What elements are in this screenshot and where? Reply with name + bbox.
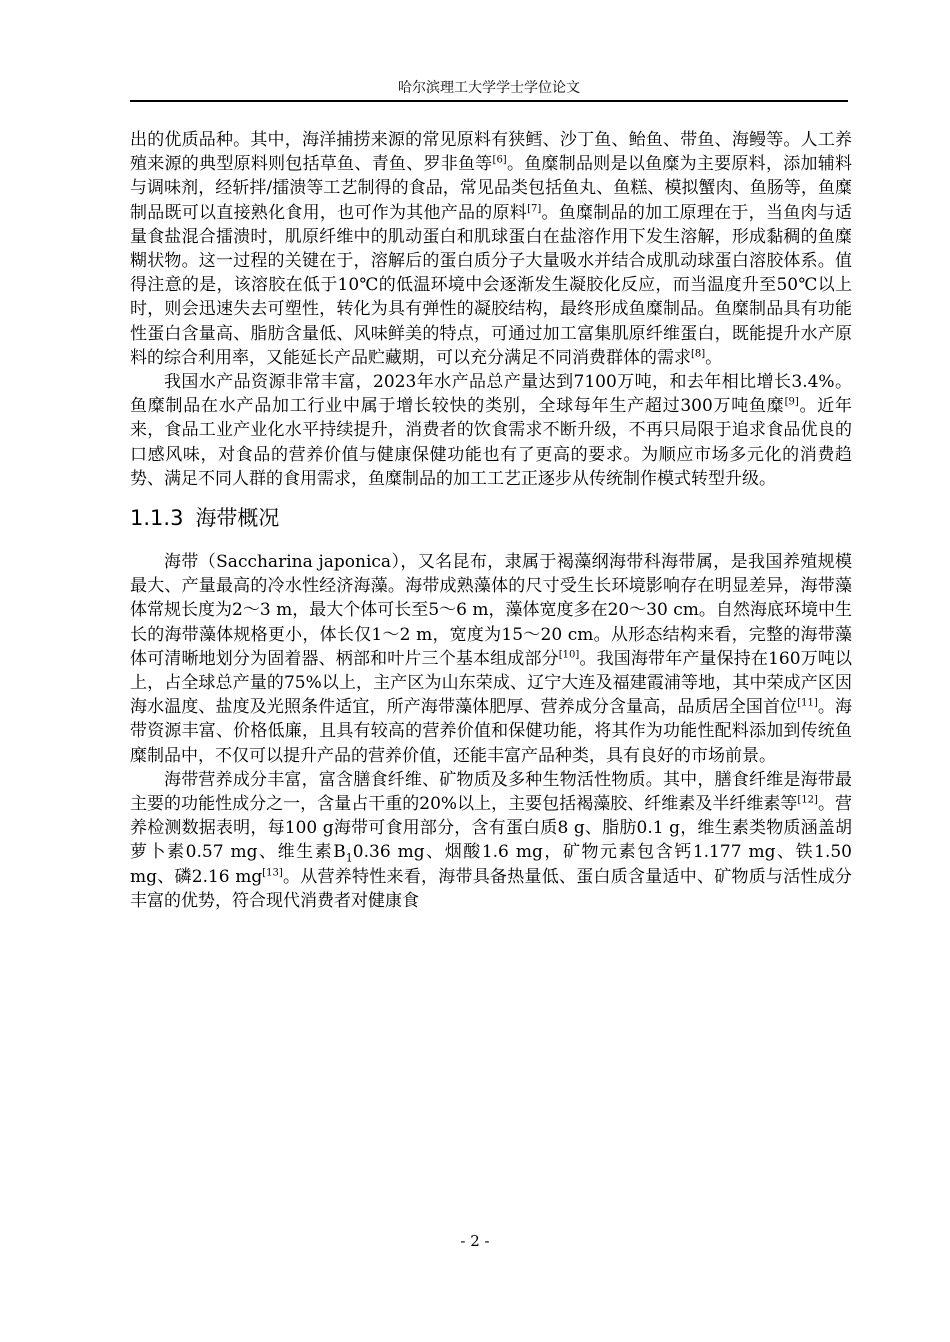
section-title: 海带概况 [195, 506, 280, 531]
citation-ref: [13] [262, 867, 283, 879]
paragraph [130, 128, 852, 370]
text-run: 海带营养成分丰富，富含膳食纤维、矿物质及多种生物活性物质。其中，膳食纤维是海带最主要的功能性成分之一，含量占干重的20%以上，主要包括褐藻胶、纤维素及半纤维素等 [130, 769, 852, 815]
text-run: 海带（Saccharina japonica），又名昆布，隶属于褐藻纲海带科海带属，是我国养殖规模最大、产量最高的冷水性经济海藻。海带成熟藻体的尺寸受生长环境影响存在明显差异，海带藻体常规长度为2～3 m，最大个体可长至5～6 m，藻体宽度多在20～30 cm。自然海底环境中生长的海带藻体规格更小，体长仅1～2 m，宽度为15～20 cm。从形态结构来看，完整的海带藻体可清晰地划分为固着器、柄部和叶片三个基本组成部分 [130, 552, 852, 669]
citation-ref: [10] [558, 649, 580, 661]
citation-ref: [12] [797, 794, 818, 806]
section-heading [130, 503, 852, 533]
citation-ref: [11] [797, 697, 818, 709]
paragraph [130, 768, 852, 913]
body-paragraphs [130, 128, 852, 491]
paragraph [130, 550, 852, 768]
text-run: 。鱼糜制品的加工原理在于，当鱼肉与适量食盐混合擂溃时，肌原纤维中的肌动蛋白和肌球蛋白在盐溶作用下发生溶解，形成黏稠的鱼糜糊状物。这一过程的关键在于，溶解后的蛋白质分子大量吸水并结合成肌动球蛋白溶胶体系。值得注意的是，该溶胶在低于10℃的低温环境中会逐渐发生凝胶化反应，而当温度升至50℃以上时，则会迅速失去可塑性，转化为具有弹性的凝胶结构，最终形成鱼糜制品。鱼糜制品具有功能性蛋白含量高、脂肪含量低、风味鲜美的特点，可通过加工富集肌原纤维蛋白，既能提升水产原料的综合利用率，又能延长产品贮藏期，可以充分满足不同消费群体的需求 [130, 202, 853, 368]
text-run: 出的优质品种。其中，海洋捕捞来源的常见原料有狭鳕、沙丁鱼、鲐鱼、带鱼、海鳗等。人工养殖来源的典型原料则包括草鱼、青鱼、罗非鱼等 [130, 130, 852, 175]
text-run: 。我国海带年产量保持在160万吨以上，占全球总产量的75%以上，主产区为山东荣成、辽宁大连及福建霞浦等地，其中荣成产区因海水温度、盐度及光照条件适宜，所产海带藻体肥厚、营养成分含量高，品质居全国首位 [130, 648, 852, 718]
page-body [130, 128, 852, 913]
text-run: 。从营养特性来看，海带具备热量低、蛋白质含量适中、矿物质与活性成分丰富的优势，符合现代消费者对健康食 [130, 866, 853, 911]
citation-ref: [7] [527, 202, 542, 214]
paragraph [130, 370, 852, 491]
page-number: - 2 - [460, 1232, 490, 1250]
text-run: 。 [705, 347, 723, 368]
citation-ref: [6] [492, 154, 507, 166]
section-paragraphs [130, 550, 852, 913]
text-run: 。鱼糜制品则是以鱼糜为主要原料，添加辅料与调味剂，经斩拌/擂溃等工艺制得的食品，常见品类包括鱼丸、鱼糕、模拟蟹肉、鱼肠等，鱼糜制品既可以直接熟化食用，也可作为其他产品的原料 [130, 154, 852, 223]
citation-ref: [9] [784, 396, 799, 408]
subscript: 1 [345, 851, 353, 865]
text-run: 0.36 mg、烟酸1.6 mg，矿物元素包含钙1.177 mg、铁1.50 mg、磷2.16 mg [130, 842, 852, 887]
text-run: 。近年来，食品工业产业化水平持续提升，消费者的饮食需求不断升级，不再只局限于追求食品优良的口感风味，对食品的营养价值与健康保健功能也有了更高的要求。为顺应市场多元化的消费趋势、满足不同人群的食用需求，鱼糜制品的加工工艺正逐步从传统制作模式转型升级。 [130, 396, 852, 489]
section-number: 1.1.3 [130, 506, 184, 531]
text-run: 。营养检测数据表明，每100 g海带可食用部分，含有蛋白质8 g、脂肪0.1 g，维生素类物质涵盖胡萝卜素0.57 mg、维生素B [130, 794, 852, 863]
text-run: 我国水产品资源非常丰富，2023年水产品总产量达到7100万吨，和去年相比增长3.4%。鱼糜制品在水产品加工行业中属于增长较快的类别，全球每年生产超过300万吨鱼糜 [130, 372, 852, 417]
text-run: 。海带资源丰富、价格低廉，且具有较高的营养价值和保健功能，将其作为功能性配料添加到传统鱼糜制品中，不仅可以提升产品的营养价值，还能丰富产品种类，具有良好的市场前景。 [130, 697, 852, 766]
citation-ref: [8] [691, 348, 706, 360]
header-rule [130, 100, 848, 102]
running-header: 哈尔滨理工大学学士学位论文 [398, 80, 580, 96]
